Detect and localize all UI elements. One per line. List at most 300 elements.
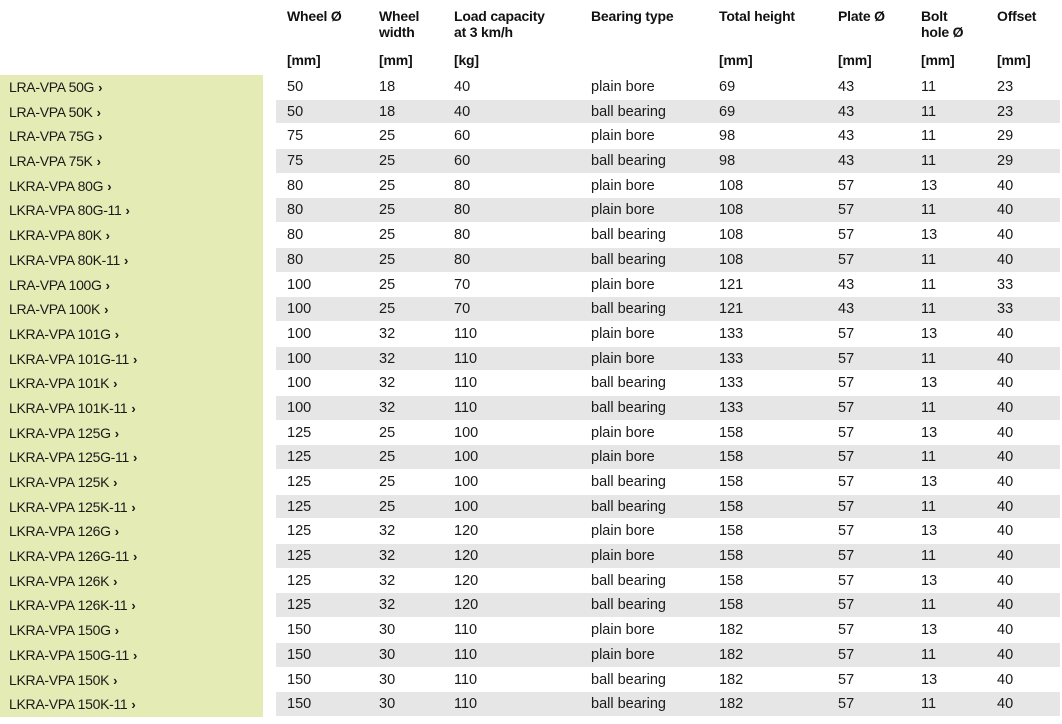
product-link[interactable] — [0, 569, 263, 594]
cell-offset: 40 — [997, 350, 1014, 367]
cell-offset: 40 — [997, 325, 1014, 342]
cell-offset: 40 — [997, 597, 1014, 614]
cell-wheel-diameter: 75 — [287, 128, 304, 145]
table-row — [0, 396, 1062, 421]
cell-bolt-hole-diameter: 13 — [921, 375, 938, 392]
cell-bolt-hole-diameter: 13 — [921, 227, 938, 244]
product-name: LKRA-VPA 80G — [9, 177, 104, 194]
cell-load-capacity: 60 — [454, 153, 471, 170]
header-unit: [mm] — [997, 52, 1031, 68]
cell-bearing-type: plain bore — [591, 128, 655, 145]
table-header — [0, 0, 1062, 74]
cell-plate-diameter: 57 — [838, 671, 855, 688]
cell-wheel-width: 25 — [379, 227, 396, 244]
header-plate-diameter: Plate Ø [mm] — [838, 8, 885, 68]
table-row — [0, 322, 1062, 347]
header-unit: [kg] — [454, 52, 479, 68]
cell-bearing-type: ball bearing — [591, 375, 666, 392]
product-link[interactable] — [0, 692, 263, 717]
chevron-right-icon: › — [113, 376, 118, 392]
cell-bearing-type: ball bearing — [591, 671, 666, 688]
product-name: LKRA-VPA 126K-11 — [9, 597, 128, 614]
cell-bearing-type: ball bearing — [591, 498, 666, 515]
cell-wheel-width: 30 — [379, 696, 396, 713]
cell-offset: 40 — [997, 177, 1014, 194]
cell-load-capacity: 120 — [454, 597, 479, 614]
cell-wheel-width: 32 — [379, 523, 396, 540]
cell-bolt-hole-diameter: 11 — [921, 301, 937, 318]
cell-wheel-diameter: 125 — [287, 498, 312, 515]
product-name: LRA-VPA 75G — [9, 128, 95, 145]
table-row — [0, 495, 1062, 520]
cell-wheel-width: 25 — [379, 251, 396, 268]
cell-offset: 23 — [997, 103, 1014, 120]
cell-bolt-hole-diameter: 13 — [921, 474, 938, 490]
product-link[interactable] — [0, 445, 263, 470]
cell-wheel-width: 18 — [379, 103, 396, 120]
product-name: LKRA-VPA 80K-11 — [9, 251, 120, 268]
product-name: LRA-VPA 50K — [9, 103, 93, 120]
cell-total-height: 158 — [719, 424, 744, 441]
product-link[interactable] — [0, 297, 263, 322]
cell-wheel-diameter: 150 — [287, 622, 312, 639]
cell-wheel-width: 18 — [379, 79, 396, 95]
cell-bearing-type: ball bearing — [591, 301, 666, 318]
cell-wheel-width: 32 — [379, 572, 396, 589]
cell-plate-diameter: 57 — [838, 646, 855, 663]
cell-offset: 33 — [997, 276, 1014, 293]
cell-bearing-type: plain bore — [591, 350, 655, 367]
cell-wheel-width: 32 — [379, 375, 396, 392]
table-row — [0, 593, 1062, 618]
cell-wheel-width: 32 — [379, 597, 396, 614]
cell-plate-diameter: 57 — [838, 474, 855, 490]
cell-load-capacity: 80 — [454, 227, 471, 244]
chevron-right-icon: › — [113, 475, 118, 490]
product-link[interactable] — [0, 519, 263, 544]
chevron-right-icon: › — [98, 80, 103, 95]
cell-plate-diameter: 57 — [838, 498, 855, 515]
header-unit: [mm] — [838, 52, 872, 68]
cell-bearing-type: ball bearing — [591, 399, 666, 416]
cell-bearing-type: plain bore — [591, 646, 655, 663]
cell-total-height: 182 — [719, 671, 744, 688]
chevron-right-icon: › — [98, 129, 103, 145]
product-link[interactable] — [0, 322, 263, 347]
cell-bearing-type: plain bore — [591, 449, 655, 466]
product-link[interactable] — [0, 198, 263, 223]
cell-offset: 40 — [997, 696, 1014, 713]
product-link[interactable] — [0, 100, 263, 125]
chevron-right-icon: › — [125, 203, 130, 219]
cell-wheel-diameter: 50 — [287, 79, 304, 95]
chevron-right-icon: › — [131, 499, 136, 515]
cell-wheel-diameter: 125 — [287, 597, 312, 614]
cell-bolt-hole-diameter: 11 — [921, 597, 937, 614]
chevron-right-icon: › — [113, 573, 118, 589]
product-link[interactable] — [0, 149, 263, 174]
cell-bearing-type: plain bore — [591, 276, 655, 293]
cell-wheel-diameter: 80 — [287, 227, 304, 244]
cell-plate-diameter: 57 — [838, 177, 855, 194]
cell-offset: 40 — [997, 227, 1014, 244]
cell-load-capacity: 120 — [454, 523, 479, 540]
product-name: LKRA-VPA 80K — [9, 227, 102, 244]
header-load-capacity: Load capacity at 3 km/h [kg] — [454, 8, 545, 68]
cell-plate-diameter: 57 — [838, 399, 855, 416]
cell-total-height: 158 — [719, 474, 744, 490]
cell-bearing-type: plain bore — [591, 202, 655, 219]
table-row — [0, 371, 1062, 396]
cell-bolt-hole-diameter: 11 — [921, 350, 937, 367]
cell-plate-diameter: 57 — [838, 424, 855, 441]
cell-plate-diameter: 57 — [838, 548, 855, 565]
cell-offset: 40 — [997, 622, 1014, 639]
cell-load-capacity: 110 — [454, 325, 478, 342]
chevron-right-icon: › — [105, 228, 110, 244]
cell-bearing-type: plain bore — [591, 548, 655, 565]
cell-load-capacity: 70 — [454, 301, 471, 318]
cell-total-height: 158 — [719, 572, 744, 589]
cell-load-capacity: 110 — [454, 646, 478, 663]
table-row — [0, 544, 1062, 569]
cell-wheel-diameter: 100 — [287, 350, 312, 367]
cell-wheel-width: 25 — [379, 424, 396, 441]
table-row — [0, 618, 1062, 643]
cell-load-capacity: 110 — [454, 375, 478, 392]
cell-bearing-type: plain bore — [591, 79, 655, 95]
cell-bolt-hole-diameter: 11 — [921, 548, 937, 565]
chevron-right-icon: › — [105, 277, 110, 293]
chevron-right-icon: › — [131, 697, 136, 713]
cell-offset: 40 — [997, 523, 1014, 540]
cell-offset: 40 — [997, 474, 1014, 490]
cell-wheel-width: 25 — [379, 153, 396, 170]
cell-bolt-hole-diameter: 11 — [921, 696, 937, 713]
table-row — [0, 174, 1062, 199]
cell-wheel-diameter: 125 — [287, 449, 312, 466]
cell-bolt-hole-diameter: 11 — [921, 498, 937, 515]
table-row — [0, 347, 1062, 372]
cell-total-height: 98 — [719, 128, 736, 145]
cell-wheel-width: 32 — [379, 350, 396, 367]
cell-wheel-width: 25 — [379, 202, 396, 219]
chevron-right-icon: › — [131, 598, 136, 614]
cell-wheel-width: 30 — [379, 622, 396, 639]
cell-plate-diameter: 57 — [838, 227, 855, 244]
cell-offset: 23 — [997, 79, 1014, 95]
cell-load-capacity: 40 — [454, 103, 471, 120]
cell-wheel-width: 25 — [379, 276, 396, 293]
cell-plate-diameter: 57 — [838, 375, 855, 392]
cell-bolt-hole-diameter: 11 — [921, 128, 937, 145]
cell-bearing-type: ball bearing — [591, 597, 666, 614]
cell-offset: 40 — [997, 375, 1014, 392]
product-link[interactable] — [0, 396, 263, 421]
chevron-right-icon: › — [96, 104, 101, 120]
product-name: LKRA-VPA 101G — [9, 325, 111, 342]
table-row — [0, 470, 1062, 495]
chevron-right-icon: › — [114, 524, 119, 540]
cell-bearing-type: plain bore — [591, 177, 655, 194]
product-name: LKRA-VPA 125G — [9, 424, 111, 441]
product-link[interactable] — [0, 75, 263, 100]
cell-total-height: 121 — [719, 276, 744, 293]
product-name: LKRA-VPA 150G-11 — [9, 646, 129, 663]
product-link[interactable] — [0, 371, 263, 396]
table-row — [0, 124, 1062, 149]
cell-bolt-hole-diameter: 11 — [921, 202, 937, 219]
product-link[interactable] — [0, 223, 263, 248]
cell-bearing-type: ball bearing — [591, 251, 666, 268]
cell-wheel-diameter: 80 — [287, 177, 304, 194]
product-link[interactable] — [0, 495, 263, 520]
header-bolt-hole-diameter: Bolt hole Ø [mm] — [921, 8, 964, 68]
cell-bolt-hole-diameter: 11 — [921, 646, 937, 663]
cell-total-height: 108 — [719, 202, 744, 219]
product-name: LRA-VPA 75K — [9, 153, 93, 170]
cell-offset: 40 — [997, 424, 1014, 441]
product-name: LRA-VPA 100G — [9, 276, 102, 293]
cell-bolt-hole-diameter: 11 — [921, 79, 937, 95]
cell-wheel-width: 25 — [379, 177, 396, 194]
product-link[interactable] — [0, 347, 263, 372]
cell-load-capacity: 110 — [454, 399, 478, 416]
header-unit: [mm] — [287, 52, 321, 68]
cell-total-height: 182 — [719, 622, 744, 639]
cell-load-capacity: 80 — [454, 202, 471, 219]
cell-offset: 29 — [997, 128, 1014, 145]
cell-bolt-hole-diameter: 13 — [921, 572, 938, 589]
table-row — [0, 421, 1062, 446]
cell-offset: 33 — [997, 301, 1014, 318]
cell-wheel-diameter: 125 — [287, 548, 312, 565]
cell-wheel-diameter: 100 — [287, 301, 312, 318]
cell-bearing-type: ball bearing — [591, 572, 666, 589]
cell-plate-diameter: 43 — [838, 79, 855, 95]
cell-offset: 40 — [997, 572, 1014, 589]
cell-wheel-diameter: 125 — [287, 523, 312, 540]
table-body — [0, 75, 1062, 717]
cell-total-height: 69 — [719, 103, 736, 120]
cell-bolt-hole-diameter: 11 — [921, 449, 937, 466]
cell-total-height: 158 — [719, 597, 744, 614]
cell-bearing-type: plain bore — [591, 523, 655, 540]
cell-wheel-diameter: 50 — [287, 103, 304, 120]
cell-load-capacity: 100 — [454, 498, 479, 515]
cell-load-capacity: 110 — [454, 696, 478, 713]
cell-total-height: 133 — [719, 350, 744, 367]
chevron-right-icon: › — [123, 252, 128, 268]
cell-load-capacity: 60 — [454, 128, 471, 145]
chevron-right-icon: › — [132, 351, 138, 367]
cell-plate-diameter: 57 — [838, 449, 855, 466]
cell-plate-diameter: 57 — [838, 696, 855, 713]
table-row — [0, 668, 1062, 693]
cell-total-height: 133 — [719, 399, 744, 416]
cell-wheel-width: 25 — [379, 128, 396, 145]
product-link[interactable] — [0, 174, 263, 199]
header-bearing-type: Bearing type — [591, 8, 674, 24]
product-name: LKRA-VPA 125G-11 — [9, 449, 129, 466]
cell-offset: 40 — [997, 399, 1014, 416]
cell-load-capacity: 80 — [454, 251, 471, 268]
chevron-right-icon: › — [131, 400, 136, 416]
product-name: LKRA-VPA 150K-11 — [9, 696, 128, 713]
cell-wheel-diameter: 150 — [287, 696, 312, 713]
cell-load-capacity: 110 — [454, 622, 478, 639]
table-row — [0, 569, 1062, 594]
cell-bearing-type: ball bearing — [591, 474, 666, 490]
cell-total-height: 182 — [719, 696, 744, 713]
cell-offset: 40 — [997, 202, 1014, 219]
table-row — [0, 100, 1062, 125]
chevron-right-icon: › — [113, 672, 118, 688]
cell-bolt-hole-diameter: 13 — [921, 325, 938, 342]
chevron-right-icon: › — [132, 647, 138, 663]
header-unit: [mm] — [379, 52, 413, 68]
cell-offset: 40 — [997, 671, 1014, 688]
cell-wheel-diameter: 150 — [287, 646, 312, 663]
cell-bolt-hole-diameter: 13 — [921, 622, 938, 639]
cell-wheel-width: 30 — [379, 671, 396, 688]
cell-plate-diameter: 43 — [838, 128, 855, 145]
cell-total-height: 98 — [719, 153, 736, 170]
cell-offset: 40 — [997, 251, 1014, 268]
cell-wheel-diameter: 100 — [287, 325, 312, 342]
cell-wheel-diameter: 80 — [287, 202, 304, 219]
product-link[interactable] — [0, 593, 263, 618]
cell-load-capacity: 70 — [454, 276, 471, 293]
product-name: LKRA-VPA 101K — [9, 375, 110, 392]
cell-total-height: 158 — [719, 523, 744, 540]
product-name: LKRA-VPA 126G — [9, 523, 111, 540]
cell-bearing-type: plain bore — [591, 424, 655, 441]
cell-wheel-width: 32 — [379, 325, 396, 342]
chevron-right-icon: › — [96, 154, 101, 170]
chevron-right-icon: › — [132, 450, 138, 466]
cell-wheel-width: 30 — [379, 646, 396, 663]
cell-offset: 40 — [997, 548, 1014, 565]
cell-total-height: 158 — [719, 498, 744, 515]
cell-total-height: 158 — [719, 449, 744, 466]
table-row — [0, 75, 1062, 100]
cell-plate-diameter: 43 — [838, 301, 855, 318]
product-link[interactable] — [0, 421, 263, 446]
table-row — [0, 643, 1062, 668]
header-unit: [mm] — [719, 52, 753, 68]
cell-wheel-width: 25 — [379, 301, 396, 318]
product-name: LKRA-VPA 125K — [9, 474, 110, 490]
cell-bearing-type: plain bore — [591, 325, 655, 342]
cell-offset: 40 — [997, 498, 1014, 515]
product-name: LRA-VPA 100K — [9, 301, 101, 318]
cell-offset: 29 — [997, 153, 1014, 170]
cell-plate-diameter: 43 — [838, 276, 855, 293]
product-link[interactable] — [0, 544, 263, 569]
cell-total-height: 69 — [719, 79, 736, 95]
table-row — [0, 692, 1062, 717]
cell-bolt-hole-diameter: 11 — [921, 276, 937, 293]
cell-wheel-diameter: 125 — [287, 474, 312, 490]
cell-wheel-diameter: 125 — [287, 424, 312, 441]
cell-total-height: 182 — [719, 646, 744, 663]
cell-bearing-type: ball bearing — [591, 153, 666, 170]
product-name: LKRA-VPA 126K — [9, 572, 110, 589]
cell-total-height: 108 — [719, 177, 744, 194]
cell-plate-diameter: 57 — [838, 572, 855, 589]
cell-bolt-hole-diameter: 13 — [921, 177, 938, 194]
product-link[interactable] — [0, 273, 263, 298]
product-name: LKRA-VPA 150K — [9, 671, 110, 688]
table-row — [0, 297, 1062, 322]
header-wheel-width: Wheel width [mm] — [379, 8, 420, 68]
cell-bolt-hole-diameter: 13 — [921, 424, 938, 441]
cell-load-capacity: 110 — [454, 350, 478, 367]
chevron-right-icon: › — [104, 302, 109, 318]
cell-load-capacity: 40 — [454, 79, 471, 95]
cell-plate-diameter: 57 — [838, 325, 855, 342]
product-link[interactable] — [0, 643, 263, 668]
product-link[interactable] — [0, 470, 263, 495]
cell-plate-diameter: 43 — [838, 103, 855, 120]
cell-bolt-hole-diameter: 13 — [921, 523, 938, 540]
chevron-right-icon: › — [132, 549, 138, 565]
cell-wheel-diameter: 100 — [287, 375, 312, 392]
cell-bolt-hole-diameter: 13 — [921, 671, 938, 688]
cell-bolt-hole-diameter: 11 — [921, 399, 937, 416]
cell-bearing-type: ball bearing — [591, 103, 666, 120]
header-offset: Offset [mm] — [997, 8, 1037, 68]
cell-offset: 40 — [997, 449, 1014, 466]
cell-wheel-diameter: 125 — [287, 572, 312, 589]
product-link[interactable] — [0, 248, 263, 273]
header-total-height: Total height [mm] — [719, 8, 795, 68]
table-row — [0, 198, 1062, 223]
chevron-right-icon: › — [114, 425, 119, 441]
product-link[interactable] — [0, 618, 263, 643]
cell-wheel-diameter: 75 — [287, 153, 304, 170]
table-row — [0, 273, 1062, 298]
cell-load-capacity: 120 — [454, 572, 479, 589]
product-name: LKRA-VPA 126G-11 — [9, 548, 129, 565]
cell-offset: 40 — [997, 646, 1014, 663]
cell-bearing-type: ball bearing — [591, 227, 666, 244]
header-unit: [mm] — [921, 52, 955, 68]
cell-total-height: 121 — [719, 301, 744, 318]
cell-bolt-hole-diameter: 11 — [921, 251, 937, 268]
product-name: LKRA-VPA 101G-11 — [9, 350, 129, 367]
cell-plate-diameter: 43 — [838, 153, 855, 170]
cell-total-height: 133 — [719, 325, 744, 342]
cell-total-height: 108 — [719, 227, 744, 244]
cell-total-height: 158 — [719, 548, 744, 565]
cell-wheel-width: 32 — [379, 548, 396, 565]
product-link[interactable] — [0, 124, 263, 149]
cell-wheel-width: 25 — [379, 474, 396, 490]
cell-wheel-diameter: 150 — [287, 671, 312, 688]
product-name: LKRA-VPA 150G — [9, 622, 111, 639]
product-link[interactable] — [0, 668, 263, 693]
cell-bolt-hole-diameter: 11 — [921, 153, 937, 170]
cell-load-capacity: 80 — [454, 177, 471, 194]
cell-plate-diameter: 57 — [838, 350, 855, 367]
cell-load-capacity: 110 — [454, 671, 478, 688]
cell-load-capacity: 100 — [454, 424, 479, 441]
cell-load-capacity: 100 — [454, 449, 479, 466]
cell-total-height: 133 — [719, 375, 744, 392]
cell-plate-diameter: 57 — [838, 597, 855, 614]
